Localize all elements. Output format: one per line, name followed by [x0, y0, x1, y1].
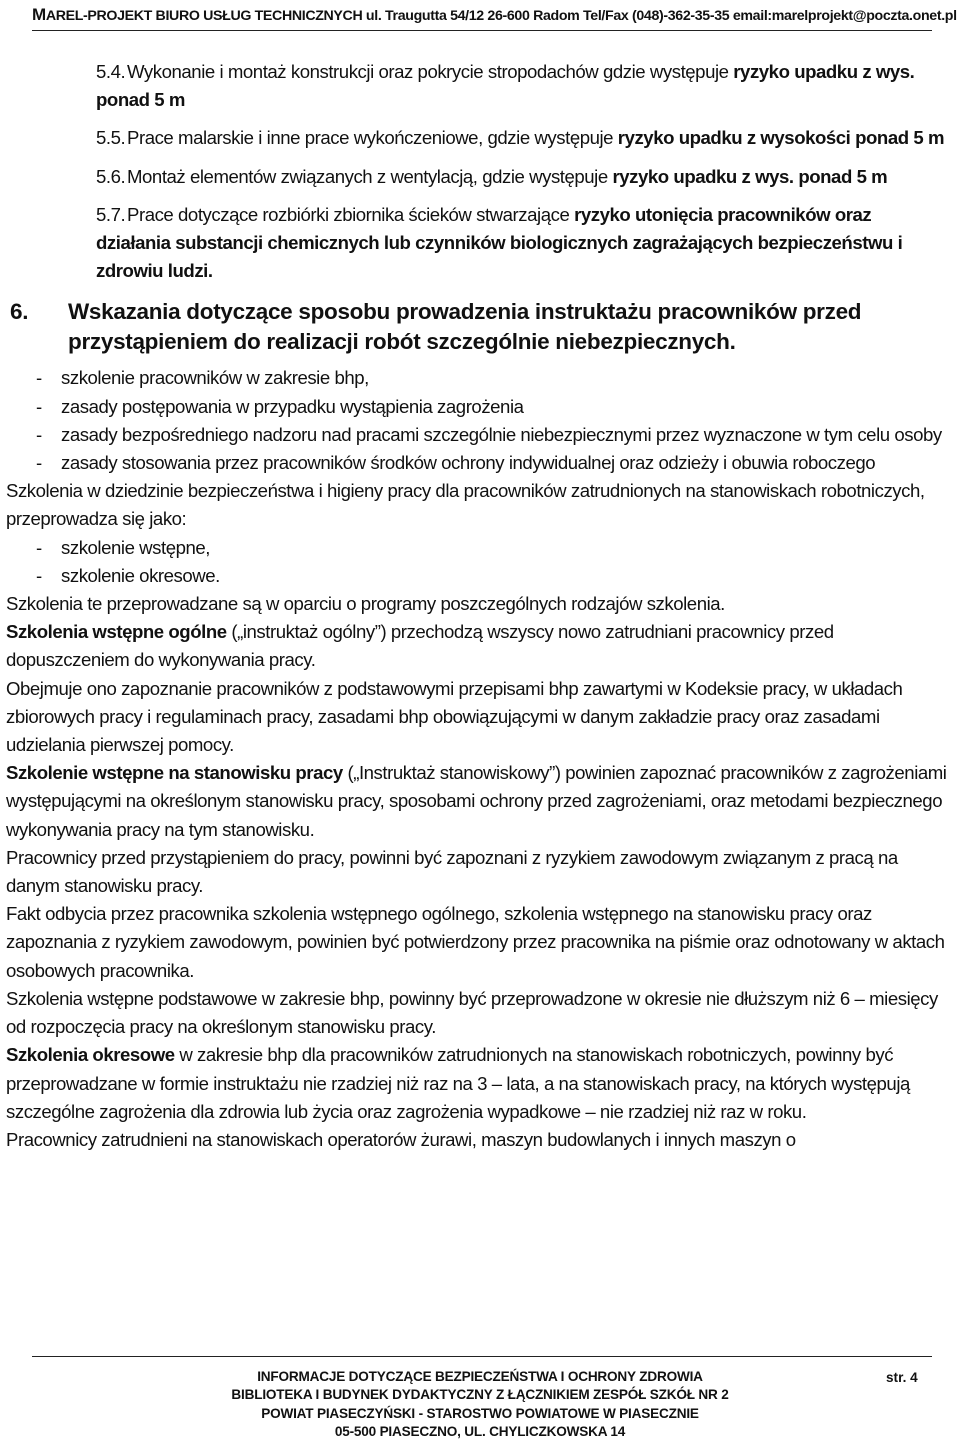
footer-line: POWIAT PIASECZYŃSKI - STAROSTWO POWIATOWE W PIASECZNIE [261, 1405, 699, 1421]
page-body [6, 58, 950, 1154]
general-training-term: Szkolenia wstępne ogólne [6, 621, 227, 643]
subsection-text: Wykonanie i montaż konstrukcji oraz pokrycie stropodachów gdzie występuje [127, 61, 734, 82]
subsection-5-6 [6, 163, 950, 191]
subsection-risk: ryzyko utonięcia pracowników oraz działania substancji chemicznych lub czynników biologicznych zagrażających bezpieczeństwu i zdrowiu ludzi. [96, 203, 903, 282]
training-types-list [6, 534, 950, 590]
subsection-text: Montaż elementów związanych z wentylacją, gdzie występuje [127, 165, 613, 187]
subsection-risk: ryzyko upadku z wysokości ponad 5 m [617, 127, 945, 149]
list-item: - zasady postępowania w przypadku wystąpienia zagrożenia [36, 395, 524, 417]
list-item: - szkolenie okresowe. [36, 564, 220, 586]
subsection-5-4 [6, 58, 950, 114]
footer-divider [32, 1356, 932, 1357]
station-training-paragraph: Szkolenie wstępne na stanowisku pracy („Instruktaż stanowiskowy”) powinien zapoznać pracowników z zagrożeniami występującymi na określonym stanowisku pracy, sposobami ochrony przed zagrożeniami, oraz metodami bezpiecznego wykonywania pracy na tym stanowisku. [6, 762, 947, 840]
operators-paragraph: Pracownicy zatrudnieni na stanowiskach operatorów żurawi, maszyn budowlanych i innych maszyn o [6, 1128, 796, 1150]
list-item: - zasady stosowania przez pracowników środków ochrony indywidualnej oraz odzieży i obuwia roboczego [36, 452, 876, 474]
list-item: - szkolenie wstępne, [36, 536, 211, 558]
station-training-term: Szkolenie wstępne na stanowisku pracy [6, 762, 343, 784]
document-footer [0, 1368, 960, 1442]
subsection-5-5 [6, 124, 950, 152]
subsection-5-7 [6, 201, 950, 286]
list-item: - zasady bezpośredniego nadzoru nad pracami szczególnie niebezpiecznymi przez wyznaczone w tym celu osoby [36, 423, 942, 445]
subsection-number: 5.5. [96, 127, 126, 149]
header-initial: M [32, 5, 46, 24]
confirmation-paragraph: Fakt odbycia przez pracownika szkolenia wstępnego ogólnego, szkolenia wstępnego na stanowisku pracy oraz zapoznania z ryzykiem zawodowym, powinien być potwierdzony przez pracownika na piśmie oraz odnotowany w aktach osobowych pracownika. [6, 903, 945, 981]
footer-line: BIBLIOTEKA I BUDYNEK DYDAKTYCZNY Z ŁĄCZNIKIEM ZESPÓŁ SZKÓŁ NR 2 [231, 1387, 729, 1403]
subsection-number: 5.7. [96, 203, 126, 225]
training-intro-paragraph: Szkolenia w dziedzinie bezpieczeństwa i higieny pracy dla pracowników zatrudnionych na stanowiskach robotniczych, przeprowadza się jako: [6, 480, 925, 530]
instruction-topics-list [6, 364, 950, 477]
header-text: AREL-PROJEKT BIURO USŁUG TECHNICZNYCH ul. Traugutta 54/12 26-600 Radom Tel/Fax (048)-362-35-35 email:marelprojekt@poczta.onet.pl [45, 8, 957, 24]
general-scope-paragraph: Obejmuje ono zapoznanie pracowników z podstawowymi przepisami bhp zawartymi w Kodeksie pracy, w układach zbiorowych pracy i regulaminach pracy, zasadami bhp obowiązującymi w danym zakładzie pracy oraz zasadami udzielania pierwszej pomocy. [6, 677, 903, 756]
general-training-paragraph: Szkolenia wstępne ogólne („instruktaż ogólny”) przechodzą wszyscy nowo zatrudniani pracownicy przed dopuszczeniem do wykonywania pracy. [6, 621, 834, 671]
risk-paragraph: Pracownicy przed przystąpieniem do pracy, powinni być zapoznani z ryzykiem zawodowym związanym z pracą na danym stanowisku pracy. [6, 846, 898, 897]
subsection-text: Prace dotyczące rozbiórki zbiornika ścieków stwarzające [127, 203, 575, 225]
subsection-text: Prace malarskie i inne prace wykończeniowe, gdzie występuje [127, 127, 618, 149]
subsection-risk: ryzyko upadku z wys. ponad 5 m [612, 165, 888, 187]
subsection-number: 5.4. [96, 61, 126, 82]
document-header [32, 5, 957, 25]
programs-paragraph: Szkolenia te przeprowadzane są w oparciu o programy poszczególnych rodzajów szkolenia. [6, 593, 725, 615]
section-number: 6. [10, 299, 29, 325]
section-6-heading [6, 297, 950, 357]
periodic-training-paragraph: Szkolenia okresowe w zakresie bhp dla pracowników zatrudnionych na stanowiskach robotniczych, powinny być przeprowadzane w formie instruktażu nie rzadziej niż raz na 3 – lata, a na stanowiskach pracy, na których występują szczególne zagrożenia dla zdrowia lub życia oraz zagrożenia wypadkowe – nie rzadziej niż raz w roku. [6, 1044, 910, 1122]
list-item: - szkolenie pracowników w zakresie bhp, [36, 367, 369, 389]
periodic-training-term: Szkolenia okresowe [6, 1044, 175, 1066]
subsection-number: 5.6. [96, 165, 126, 187]
footer-line: 05-500 PIASECZNO, UL. CHYLICZKOWSKA 14 [334, 1424, 626, 1440]
subsection-risk: ryzyko upadku z wys. ponad 5 m [96, 61, 915, 111]
page-number: str. 4 [886, 1370, 918, 1385]
basic-training-paragraph: Szkolenia wstępne podstawowe w zakresie bhp, powinny być przeprowadzone w okresie nie dłuższym niż 6 – miesięcy od rozpoczęcia pracy na określonym stanowisku pracy. [6, 987, 938, 1038]
header-divider [32, 30, 932, 31]
section-title: Wskazania dotyczące sposobu prowadzenia instruktażu pracowników przed przystąpieniem do realizacji robót szczególnie niebezpiecznych. [68, 299, 862, 355]
footer-line: INFORMACJE DOTYCZĄCE BEZPIECZEŃSTWA I OCHRONY ZDROWIA [257, 1369, 703, 1384]
